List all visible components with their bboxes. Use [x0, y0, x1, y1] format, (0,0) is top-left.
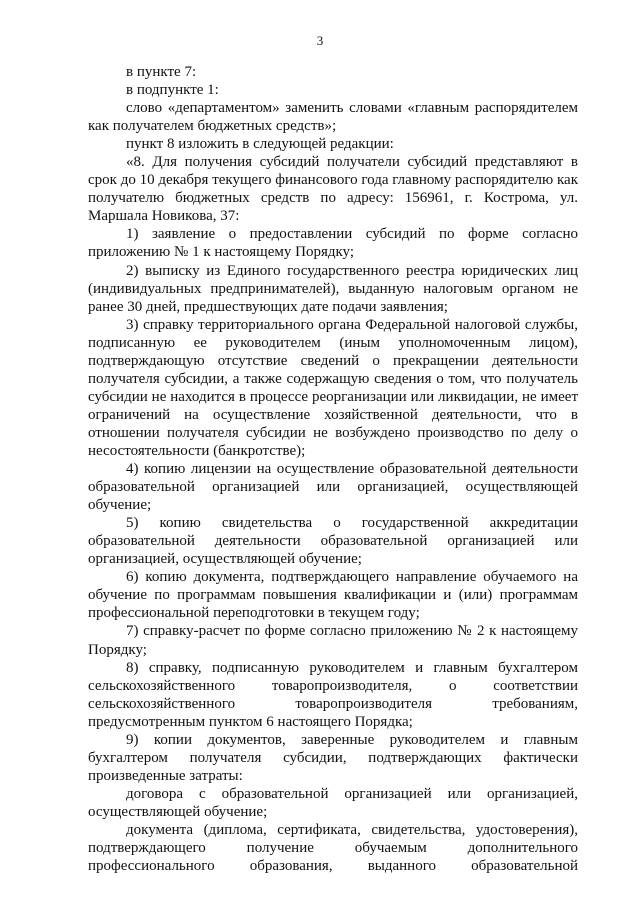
paragraph: договора с образовательной организацией или организацией, осуществляющей обучение;: [88, 785, 578, 820]
paragraph: 4) копию лицензии на осуществление образовательной деятельности образовательной организацией или организацией, осуществляющей обучение;: [88, 461, 578, 514]
paragraph: 8) справку, подписанную руководителем и главным бухгалтером сельскохозяйственного товаропроизводителя, о соответствии сельскохозяйственного товаропроизводителя требованиям, предусмотренным пунктом 6 настоящего Порядка;: [88, 659, 578, 730]
page-number: 3: [316, 33, 324, 48]
paragraph: 2) выписку из Единого государственного реестра юридических лиц (индивидуальных предпринимателей), выданную налоговым органом не ранее 30 дней, предшествующих дате подачи заявления;: [88, 262, 578, 315]
paragraph: 3) справку территориального органа Федеральной налоговой службы, подписанную ее руководителем (иным уполномоченным лицом), подтверждающую отсутствие сведений о прекращении деятельности получателя субсидии, а также содержащую сведения о том, что получатель субсидии не находится в процессе реорганизации или ликвидации, не имеет ограничений на осуществление хозяйственной деятельности, что в отношении получателя субсидии не возбуждено производство по делу о несостоятельности (банкротстве);: [88, 316, 578, 459]
paragraph: 7) справку-расчет по форме согласно приложению № 2 к настоящему Порядку;: [88, 623, 578, 658]
paragraph: пункт 8 изложить в следующей редакции:: [126, 136, 394, 153]
paragraph: слово «департаментом» заменить словами «главным распорядителем как получателем бюджетных средств»;: [88, 100, 578, 135]
paragraph: 5) копию свидетельства о государственной аккредитации образовательной деятельности образовательной организацией или организацией, осуществляющей обучение;: [88, 515, 578, 568]
paragraph: документа (диплома, сертификата, свидетельства, удостоверения), подтверждающего получение обучаемым дополнительного профессионального образования, выданного образовательной: [88, 821, 578, 875]
paragraph: 9) копии документов, заверенные руководителем и главным бухгалтером получателя субсидии, подтверждающих фактически произведенные затраты:: [88, 731, 578, 784]
paragraph: в пункте 7:: [126, 64, 197, 80]
paragraph: в подпункте 1:: [126, 82, 219, 99]
paragraph: «8. Для получения субсидий получатели субсидий представляют в срок до 10 декабря текущего финансового года главному распорядителю как получателю бюджетных средств по адресу: 156961, г. Кострома, ул. Маршала Новикова, 37:: [88, 154, 578, 225]
document-body: [88, 63, 578, 875]
paragraph: 6) копию документа, подтверждающего направление обучаемого на обучение по программам повышения квалификации и (или) программам профессиональной переподготовки в текущем году;: [88, 569, 578, 622]
paragraph: 1) заявление о предоставлении субсидий по форме согласно приложению № 1 к настоящему Порядку;: [88, 226, 578, 261]
